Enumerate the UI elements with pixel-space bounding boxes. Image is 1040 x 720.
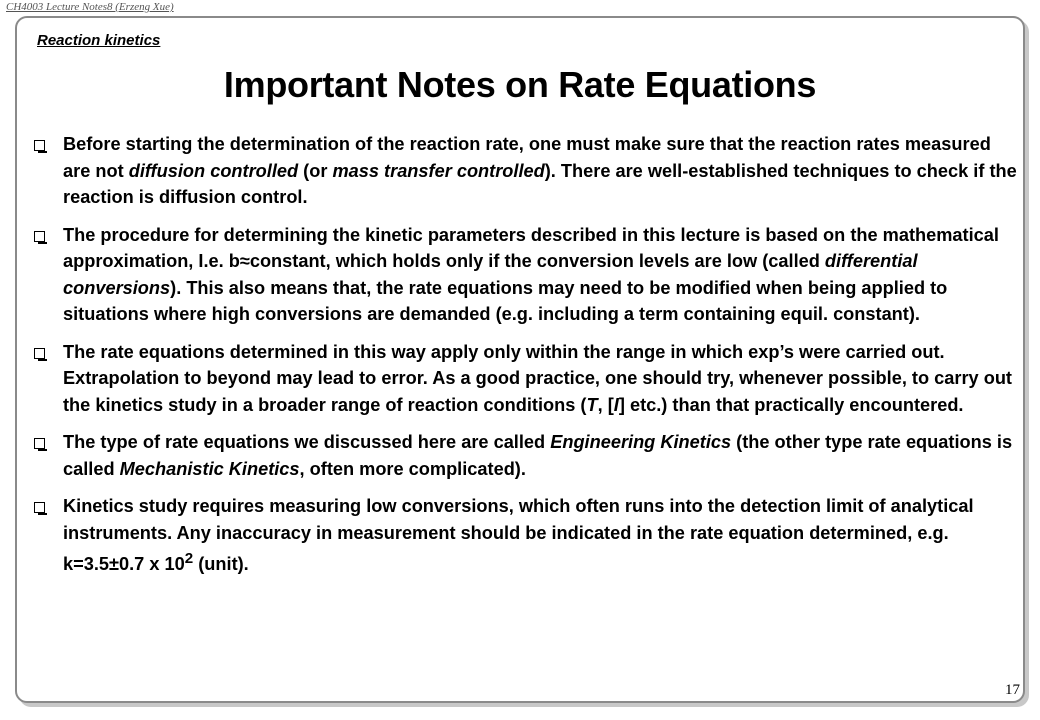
lecture-header-note: CH4003 Lecture Notes8 (Erzeng Xue) [6, 1, 174, 13]
checkbox-bullet-icon [34, 140, 45, 151]
bullet-text: The rate equations determined in this way apply only within the range in which exp’s were carried out. Extrapolation to beyond may lead to error. As a good practice, one should try, whenever possible, to carry out the kinetics study in a broader range of reaction conditions (T, [I] etc.) than that practically encountered. [63, 341, 1012, 415]
section-label: Reaction kinetics [37, 32, 161, 49]
bullet-item-diffusion [34, 131, 1019, 211]
page-number: 17 [1005, 682, 1020, 698]
checkbox-bullet-icon [34, 502, 45, 513]
checkbox-bullet-icon [34, 438, 45, 449]
bullet-text: The type of rate equations we discussed here are called Engineering Kinetics (the other type rate equations is called Mechanistic Kinetics, often more complicated). [63, 432, 1013, 479]
slide-title: Important Notes on Rate Equations [223, 64, 817, 105]
bullet-item-range [34, 339, 1019, 419]
bullet-text: Kinetics study requires measuring low conversions, which often runs into the detection limit of analytical instruments. Any inaccuracy in measurement should be indicated in the rate equation determined, e.g. k=3.5±0.7 x $10^2$ (unit). [63, 496, 974, 575]
bullet-text: Before starting the determination of the reaction rate, one must make sure that the reaction rates measured are not diffusion controlled (or mass transfer controlled). There are well-established techniques to check if the reaction is diffusion control. [63, 134, 1017, 207]
bullet-item-measurement [34, 493, 1019, 578]
bullet-text: The procedure for determining the kinetic parameters described in this lecture is based on the mathematical approximation, I.e. b≈constant, which holds only if the conversion levels are low (called differential conversions). This also means that, the rate equations may need to be modified when being applied to situations where high conversions are demanded (e.g. including a term containing equil. constant). [63, 224, 999, 324]
checkbox-bullet-icon [34, 231, 45, 242]
bullet-item-types [34, 429, 1019, 482]
bullet-item-procedure [34, 222, 1019, 328]
bullet-list [34, 131, 1019, 589]
checkbox-bullet-icon [34, 348, 45, 359]
